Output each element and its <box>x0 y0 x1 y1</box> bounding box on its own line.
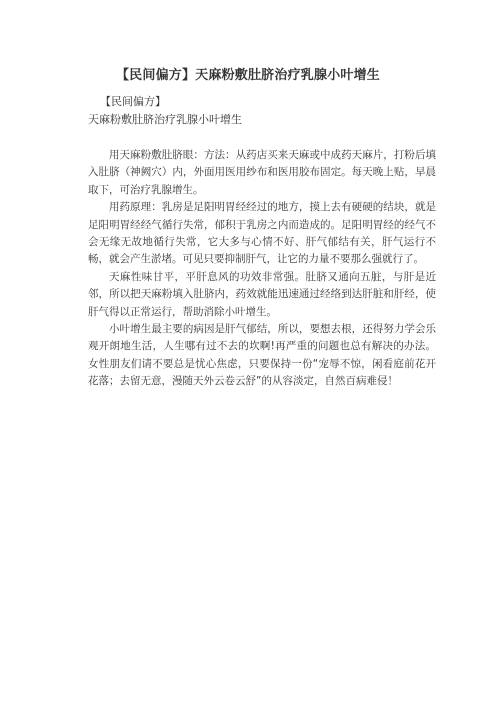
document-title: 【民间偏方】天麻粉敷肚脐治疗乳腺小叶增生 <box>115 68 380 83</box>
document-subtitle: 天麻粉敷肚脐治疗乳腺小叶增生 <box>88 113 242 126</box>
document-body <box>88 93 436 391</box>
paragraph-method: 用天麻粉敷肚脐眼：方法：从药店买来天麻或中成药天麻片，打粉后填入肚脐（神阙穴）内，外面用医用纱布和医用胶布固定。每天晚上贴，早晨取下，可治疗乳腺增生。 <box>88 149 436 196</box>
category-label: 【民间偏方】 <box>100 95 166 108</box>
paragraph-principle: 用药原理：乳房是足阳明胃经经过的地方，摸上去有硬硬的结块，就是足阳明胃经经气循行失常，郁积于乳房之内而造成的。足阳明胃经的经气不会无缘无故地循行失常，它大多与心情不好、肝气郁结有关，肝气运行不畅，就会产生淤堵。可见只要抑制肝气，让它的力量不要那么强就行了。 <box>88 201 436 266</box>
paragraph-tianma: 天麻性味甘平，平肝息风的功效非常强。肚脐又通向五脏，与肝是近邻，所以把天麻粉填入肚脐内，药效就能迅速通过经络到达肝脏和肝经，使肝气得以正常运行，帮助消除小叶增生。 <box>88 270 436 318</box>
paragraph-advice: 小叶增生最主要的病因是肝气郁结，所以，要想去根，还得努力学会乐观开朗地生活，人生哪有过不去的坎啊!再严重的问题也总有解决的办法。女性朋友们请不要总是忧心焦虑，只要保持一份“宠辱不惊，闲看庭前花开花落；去留无意，漫随天外云卷云舒”的从容淡定，自然百病难侵！ <box>88 323 436 388</box>
